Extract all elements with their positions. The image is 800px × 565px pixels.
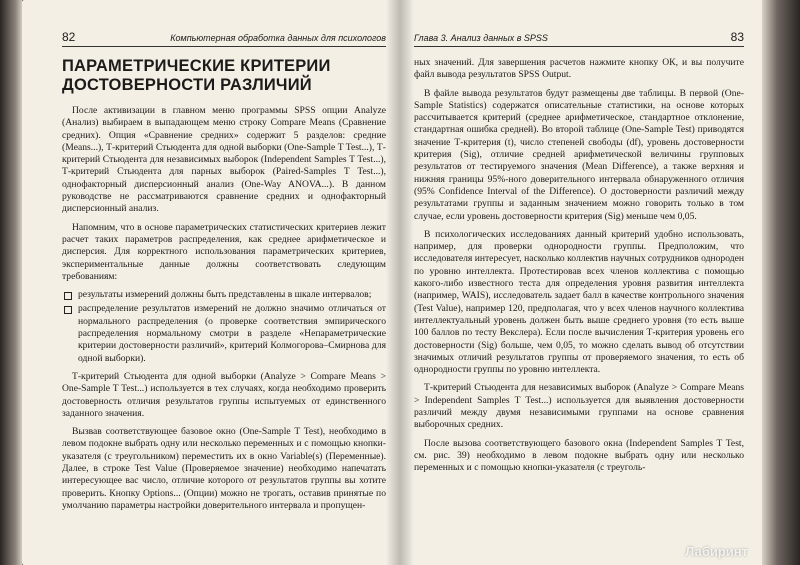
list-item — [62, 303, 386, 364]
right-page — [400, 0, 762, 565]
section-title — [62, 57, 386, 95]
right-paragraph-1: ных значений. Для завершения расчетов нажмите кнопку ОК, и вы получите файл вывода результатов SPSS Output. — [414, 57, 744, 81]
checkbox-bullet-icon — [64, 306, 72, 314]
right-paragraph-5: После вызова соответствующего базового окна (Independent Samples T Test, см. рис. 39) необходимо в левом подокне выбрать одну или несколько переменных и с помощью кнопки-указателя (с треуголь- — [414, 437, 744, 474]
watermark-logo: Лабиринт — [685, 544, 748, 559]
checkbox-bullet-icon — [64, 292, 72, 300]
left-paragraph-2: Напомним, что в основе параметрических статистических критериев лежит расчет таких параметров распределения, как среднее арифметическое и дисперсия. Для корректного использования параметрических критериев, экспериментальные данные должны соответствовать следующим требованиям: — [62, 221, 386, 282]
list-item-text: распределение результатов измерений не должно значимо отличаться от нормального распределения (о проверке соответствия эмпирического распределения нормальному смотри в разделе «Непараметрические критерии достоверности различий», критерий Колмогорова–Смирнова для одной выборки). — [78, 303, 386, 364]
right-paragraph-4: Т-критерий Стьюдента для независимых выборок (Analyze > Compare Means > Independent Samples T Test...) используется для выявления достоверности различий между двумя независимыми группами на основе сравнения выборочных средних. — [414, 382, 744, 431]
right-running-head-text: Глава 3. Анализ данных в SPSS — [414, 33, 548, 43]
list-item-text: результаты измерений должны быть представлены в шкале интервалов; — [78, 289, 372, 301]
right-paragraph-3: В психологических исследованиях данный критерий удобно использовать, например, для проверки однородности группы. Предположим, что исследователя интересует, насколько коллектив научных сотрудников однороден по уровню интеллекта. Протестировав всех членов коллектива с помощью какого-либо известного теста для определения уровня развития интеллекта (например, WAIS), исследователь задает балл в качестве контрольного значения (Test Value), например 120, предполагая, что у всех членов научного коллектива интеллектуальный уровень должен быть выше среднего уровня (то есть выше 100 баллов по тесту Векслера). Если после вычисления Т-критерия уровень его достоверности (Sig) больше, чем 0,05, то можно сделать вывод об отсутствии значимых отличий результатов группы от проверяемого значения, то есть об однородности группы по уровню интеллекта. — [414, 228, 744, 376]
section-title-line1: ПАРАМЕТРИЧЕСКИЕ КРИТЕРИИ — [62, 57, 331, 75]
left-running-header — [62, 30, 386, 47]
left-running-head-text: Компьютерная обработка данных для психологов — [170, 33, 386, 43]
section-title-line2: ДОСТОВЕРНОСТИ РАЗЛИЧИЙ — [62, 76, 312, 94]
right-running-header — [414, 30, 744, 47]
left-paragraph-4: Вызвав соответствующее базовое окно (One-Sample T Test), необходимо в левом подокне выбрать одну или несколько переменных и с помощью кнопки-указателя (с треугольником) переместить их в окно Variable(s) (Переменные). Далее, в строке Test Value (Проверяемое значение) необходимо напечатать интересующее вас число, отличие которого от результатов группы вы хотите проверить. Кнопку Options... (Опции) можно не трогать, оставив принятые по умолчанию параметры настройки доверительного интервала и пропущен- — [62, 426, 386, 511]
right-paragraph-2: В файле вывода результатов будут размещены две таблицы. В первой (One-Sample Statistics) содержатся описательные статистики, на основе которых рассчитывается критерий (среднее арифметическое, стандартное отклонение, стандартная ошибка средней). Во второй таблице (One-Sample Test) приводятся значение Т-критерия (t), число степеней свободы (df), уровень достоверности критерия (Sig), отличие средней арифметической величины групповых результатов от тестируемого значения (Mean Difference), а также верхняя и нижняя границы 95%-ного доверительного интервала обнаруженного отличия (95% Confidence Interval of the Difference). О достоверности различий между результатами группы и заданным значением можно говорить только в том случае, если уровень достоверности критерия (Sig) меньше чем 0,05. — [414, 87, 744, 222]
left-page-number: 82 — [62, 30, 76, 44]
list-item — [62, 289, 386, 301]
right-page-number: 83 — [730, 30, 744, 44]
left-page — [22, 0, 400, 565]
requirements-list — [62, 289, 386, 365]
left-paragraph-3: Т-критерий Стьюдента для одной выборки (Analyze > Compare Means > One-Sample T Test...) используется в тех случаях, когда необходимо проверить достоверность отличия результатов группы испытуемых от единственного заданного значения. — [62, 370, 386, 419]
right-book-edge — [762, 0, 800, 565]
left-paragraph-1: После активизации в главном меню программы SPSS опции Analyze (Анализ) выбираем в выпадающем меню строку Compare Means (Сравнение средних). Опция «Сравнение средних» содержит 5 разделов: средние (Means...), Т-критерий Стьюдента для одной выборки (One-Sample T Test...), Т-критерий Стьюдента для независимых выборок (Independent Samples T Test...), Т-критерий Стьюдента для парных выборок (Paired-Samples T Test...), однофакторный дисперсионный анализ (One-Way ANOVA...). В данном руководстве не рассматриваются сравнение средних и однофакторный дисперсионный анализ. — [62, 105, 386, 215]
left-book-edge — [0, 0, 22, 565]
